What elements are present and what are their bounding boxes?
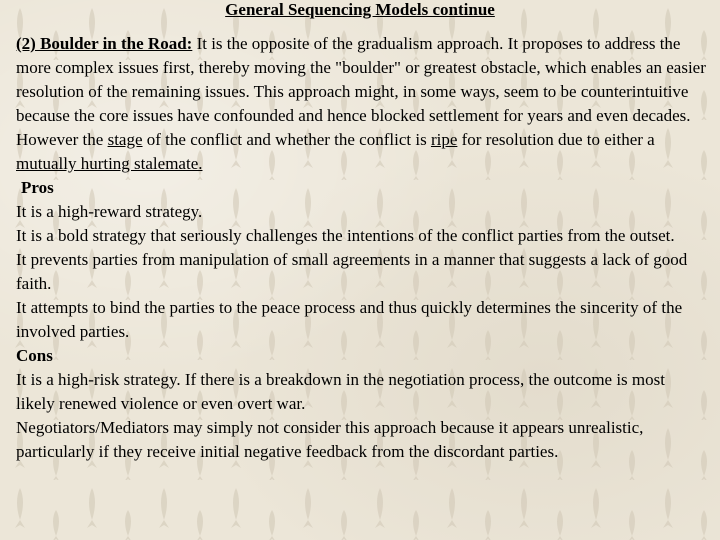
term-stalemate: mutually hurting stalemate.	[16, 154, 203, 173]
cons-item: It is a high-risk strategy. If there is a breakdown in the negotiation process, the outcome is most likely renewed violence or even overt war.	[16, 370, 665, 413]
intro-text-3: for resolution due to either a	[457, 130, 655, 149]
cons-item: Negotiators/Mediators may simply not consider this approach because it appears unrealistic, particularly if they receive initial negative feedback from the discordant parties.	[16, 418, 644, 461]
pros-heading: Pros	[21, 178, 54, 197]
slide-body	[16, 32, 706, 464]
intro-text: It is the opposite of the gradualism approach. It proposes to address the more complex issues first, thereby moving the "boulder" or greatest obstacle, which enables an easier resolution of the remaining issues. This approach might, in some ways, seem to be counterintuitive because the core issues have confounded and hence blocked settlement for years and even decades. However the	[16, 34, 706, 149]
term-stage: stage	[107, 130, 143, 149]
pros-item: It is a bold strategy that seriously challenges the intentions of the conflict parties from the outset.	[16, 226, 675, 245]
pros-item: It prevents parties from manipulation of small agreements in a manner that suggests a lack of good faith.	[16, 250, 688, 293]
slide-title: General Sequencing Models continue	[225, 0, 495, 19]
intro-text-2: of the conflict and whether the conflict is	[142, 130, 431, 149]
intro-paragraph	[16, 32, 706, 176]
cons-heading: Cons	[16, 346, 53, 365]
pros-item: It is a high-reward strategy.	[16, 202, 203, 221]
intro-label: (2) Boulder in the Road:	[16, 34, 193, 53]
pros-item: It attempts to bind the parties to the peace process and thus quickly determines the sincerity of the involved parties.	[16, 298, 683, 341]
term-ripe: ripe	[430, 130, 458, 149]
